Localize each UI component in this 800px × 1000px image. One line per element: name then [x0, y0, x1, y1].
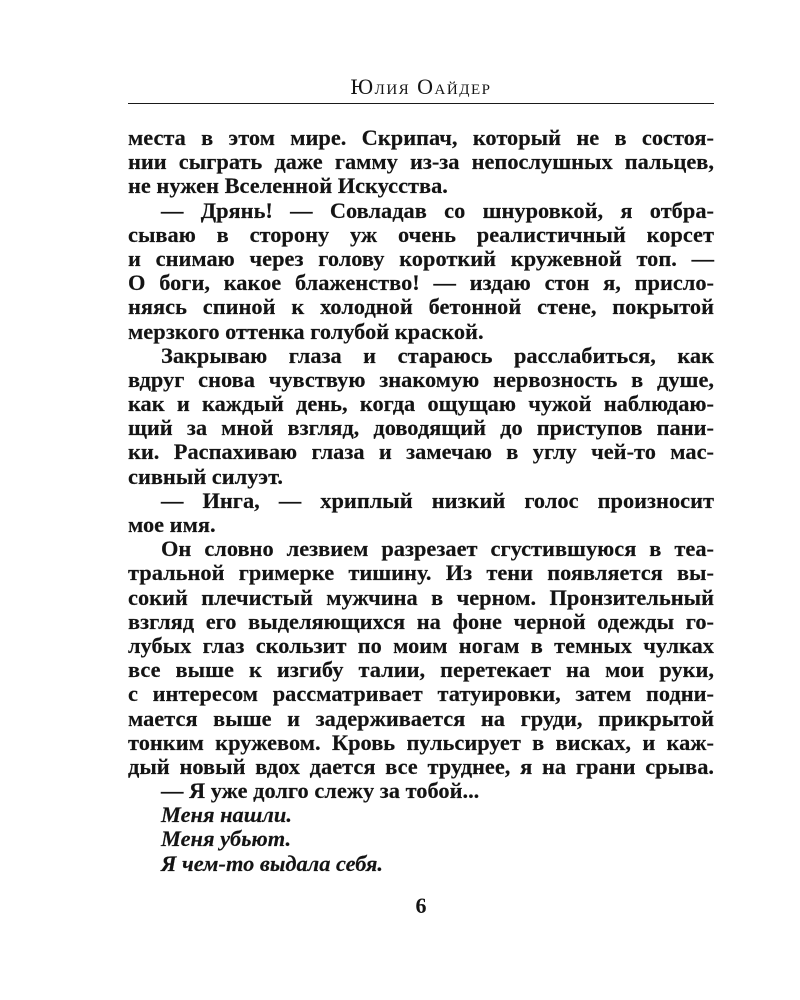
body-text [128, 126, 714, 876]
text-line: сивный силуэт. [128, 463, 283, 489]
text-line: с интересом рассматривает татуировки, затем подни- [128, 681, 714, 707]
text-line: — Дрянь! — Совладав со шнуровкой, я отбра- [161, 197, 714, 223]
text-line: няясь спиной к холодной бетонной стене, покрытой [128, 294, 714, 320]
running-title: Юлия Оайдер [350, 74, 492, 99]
text-line: тральной гримерке тишину. Из тени появляется вы- [128, 560, 714, 586]
text-line: не нужен Вселенной Искусства. [128, 173, 448, 199]
text-line: все выше к изгибу талии, перетекает на мои руки, [128, 657, 714, 683]
text-line: — Я уже долго слежу за тобой... [161, 778, 480, 804]
text-line: Он словно лезвием разрезает сгустившуюся в теа- [161, 536, 714, 562]
text-line: Закрываю глаза и стараюсь расслабиться, как [161, 342, 714, 368]
italic-text-line: Меня нашли. [161, 802, 292, 828]
text-line: и снимаю через голову короткий кружевной топ. — [128, 245, 714, 271]
text-line: — Инга, — хриплый низкий голос произносит [161, 487, 714, 513]
italic-text-line: Меня убьют. [161, 826, 292, 852]
text-line: дый новый вдох дается все труднее, я на грани срыва. [128, 753, 714, 779]
header-rule [128, 103, 714, 104]
text-line: щий за мной взгляд, доводящий до приступов пани- [128, 415, 714, 441]
text-line: сываю в сторону уж очень реалистичный корсет [128, 221, 714, 247]
text-line: как и каждый день, когда ощущаю чужой наблюдаю- [128, 391, 714, 417]
text-line: ки. Распахиваю глаза и замечаю в углу чей-то мас- [128, 439, 714, 465]
text-line: взгляд его выделяющихся на фоне черной одежды го- [128, 608, 714, 634]
text-line: лубых глаз скользит по моим ногам в темных чулках [128, 632, 714, 658]
text-line: места в этом мире. Скрипач, который не в состоя- [128, 125, 714, 150]
text-line: мое имя. [128, 512, 216, 537]
text-line: мерзкого оттенка голубой краской. [128, 318, 484, 344]
text-line: вдруг снова чувствую знакомую нервозность в душе, [128, 366, 714, 392]
text-line: О боги, какое блаженство! — издаю стон я, присло- [128, 270, 714, 296]
text-line: тонким кружевом. Кровь пульсирует в висках, и каж- [128, 729, 714, 755]
text-line: мается выше и задерживается на груди, прикрытой [128, 705, 714, 731]
text-line: сокий плечистый мужчина в черном. Пронзительный [128, 584, 714, 610]
text-line: нии сыграть даже гамму из-за непослушных пальцев, [128, 149, 714, 175]
italic-text-line: Я чем-то выдала себя. [161, 850, 384, 876]
page-number: 6 [415, 893, 427, 918]
